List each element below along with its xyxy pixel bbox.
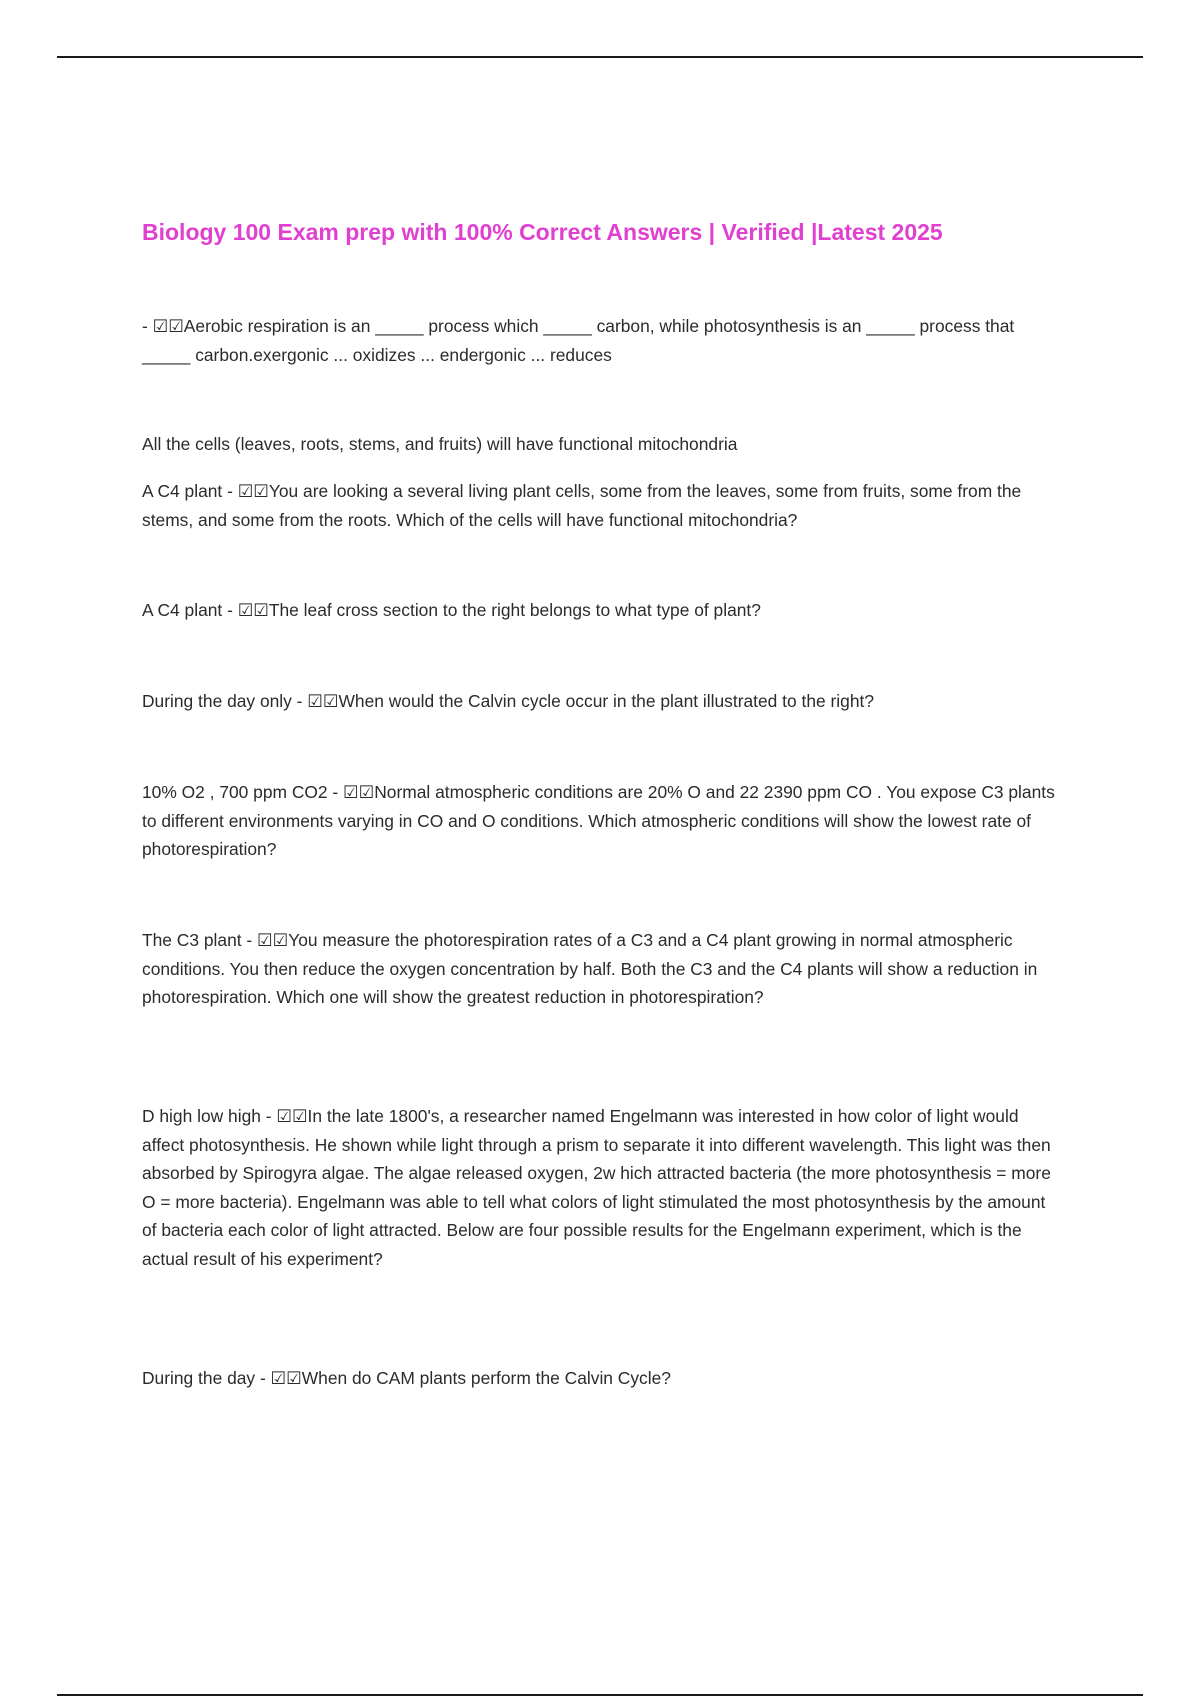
qa-leaf-cross-section: A C4 plant - ☑☑The leaf cross section to the right belongs to what type of plant? [142,600,761,620]
header-rule [57,56,1143,58]
qa-engelmann-experiment: D high low high - ☑☑In the late 1800's, a researcher named Engelmann was interested in how color of light would affect photosynthesis. He shown while light through a prism to separate it into different wavelength. This light was then absorbed by Spirogyra algae. The algae released oxygen, 2w hich attracted bacteria (the more photosynthesis = more O = more bacteria). Engelmann was able to tell what colors of light stimulated the most photosynthesis by the amount of bacteria each color of light attracted. Below are four possible results for the Engelmann experiment, which is the actual result of his experiment? [142,1106,1051,1269]
qa-aerobic-respiration: - ☑☑Aerobic respiration is an _____ process which _____ carbon, while photosynthesis is an _____ process that _____ carbon.exergonic ... oxidizes ... endergonic ... reduces [142,316,1015,365]
qa-cam-calvin-cycle: During the day - ☑☑When do CAM plants perform the Calvin Cycle? [142,1368,671,1388]
qa-photorespiration-conditions: 10% O2 , 700 ppm CO2 - ☑☑Normal atmospheric conditions are 20% O and 22 2390 ppm CO . You expose C3 plants to different environments varying in CO and O conditions. Which atmospheric conditions will show the lowest rate of photorespiration? [142,782,1055,859]
document-title: Biology 100 Exam prep with 100% Correct Answers | Verified |Latest 2025 [142,219,943,245]
qa-mitochondria-answer: All the cells (leaves, roots, stems, and fruits) will have functional mitochondria [142,434,738,454]
footer-rule [57,1694,1143,1696]
qa-mitochondria-question: A C4 plant - ☑☑You are looking a several living plant cells, some from the leaves, some from fruits, some from the stems, and some from the roots. Which of the cells will have functional mitochondria? [142,481,1022,530]
qa-c3-c4-photorespiration: The C3 plant - ☑☑You measure the photorespiration rates of a C3 and a C4 plant growing in normal atmospheric conditions. You then reduce the oxygen concentration by half. Both the C3 and the C4 plants will show a reduction in photorespiration. Which one will show the greatest reduction in photorespiration? [142,930,1038,1007]
qa-calvin-cycle-timing: During the day only - ☑☑When would the Calvin cycle occur in the plant illustrated to the right? [142,691,875,711]
